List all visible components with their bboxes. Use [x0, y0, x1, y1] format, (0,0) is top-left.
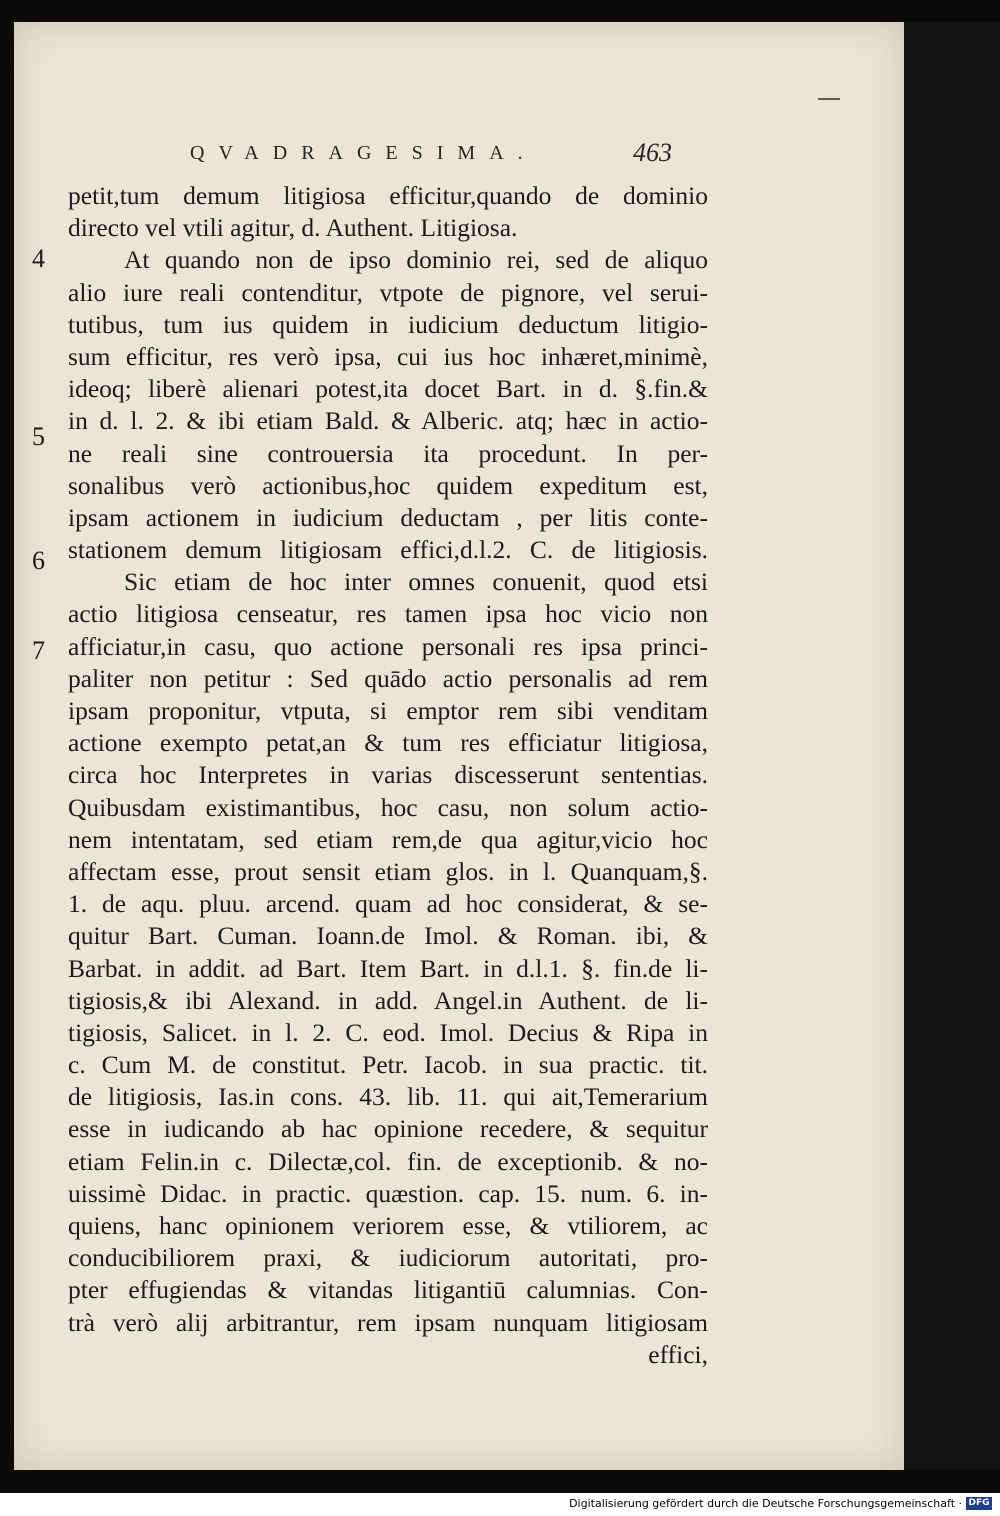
margin-number: 7	[32, 636, 45, 665]
text-line: pter effugiendas & vitandas litigantiū calumnias. Con-	[68, 1275, 708, 1305]
text-line: ipsam actionem in iudicium deductam , per litis conte-	[68, 502, 708, 532]
text-line: uissimè Didac. in practic. quæstion. cap. 15. num. 6. in-	[68, 1178, 708, 1208]
text-line: esse in iudicando ab hac opinione recedere, & sequitur	[68, 1114, 708, 1144]
body-text	[68, 180, 708, 1371]
page-number: 463	[633, 138, 672, 167]
text-line: At quando non de ipso dominio rei, sed de aliquo	[124, 245, 708, 275]
margin-number: 6	[32, 546, 45, 575]
text-line: ipsam proponitur, vtputa, si emptor rem sibi venditam	[68, 696, 708, 725]
text-line: petit,tum demum litigiosa efficitur,quando de dominio	[68, 181, 708, 210]
running-head-title: QVADRAGESIMA.	[190, 142, 537, 164]
text-line: affectam esse, prout sensit etiam glos. in l. Quanquam,§.	[68, 856, 708, 886]
text-line: 1. de aqu. pluu. arcend. quam ad hoc considerat, & se-	[68, 889, 708, 919]
text-line: tigiosis,& ibi Alexand. in add. Angel.in Authent. de li-	[68, 985, 708, 1015]
dfg-logo: DFG	[966, 1497, 992, 1510]
footer-bar	[0, 1493, 1000, 1516]
text-line: actione exempto petat,an & tum res efficiatur litigiosa,	[68, 728, 708, 758]
text-line: de litigiosis, Ias.in cons. 43. lib. 11. qui ait,Temerarium	[68, 1082, 708, 1112]
text-line: alio iure reali contenditur, vtpote de pignore, vel serui-	[68, 277, 708, 307]
text-line: in d. l. 2. & ibi etiam Bald. & Alberic. atq; hæc in actio-	[68, 406, 708, 436]
text-line: stationem demum litigiosam effici,d.l.2. C. de litigiosis.	[68, 535, 708, 565]
page-edge	[904, 22, 1000, 1470]
text-line: tigiosis, Salicet. in l. 2. C. eod. Imol. Decius & Ripa in	[68, 1017, 708, 1047]
text-line: actio litigiosa censeatur, res tamen ipsa hoc vicio non	[68, 599, 708, 629]
text-line: ideoq; liberè alienari potest,ita docet Bart. in d. §.fin.&	[68, 374, 708, 404]
text-line: Quibusdam existimantibus, hoc casu, non solum actio-	[68, 792, 708, 822]
text-line: trà verò alij arbitrantur, rem ipsam nunquam litigiosam	[68, 1307, 708, 1337]
text-line: quitur Bart. Cuman. Ioann.de Imol. & Roman. ibi, &	[68, 921, 708, 951]
text-line: conducibiliorem praxi, & iudiciorum autoritati, pro-	[68, 1243, 708, 1273]
text-line: sonalibus verò actionibus,hoc quidem expeditum est,	[68, 470, 708, 500]
text-line: tutibus, tum ius quidem in iudicium deductum litigio-	[68, 309, 708, 339]
text-line: ne reali sine controuersia ita procedunt. In per-	[68, 438, 708, 468]
margin-number: 5	[32, 422, 45, 451]
text-line: etiam Felin.in c. Dilectæ,col. fin. de exceptionib. & no-	[68, 1146, 708, 1176]
text-line: Sic etiam de hoc inter omnes conuenit, quod etsi	[124, 567, 708, 597]
text-line: sum efficitur, res verò ipsa, cui ius hoc inhæret,minimè,	[68, 341, 708, 371]
text-line: directo vel vtili agitur, d. Authent. Litigiosa.	[68, 213, 518, 243]
text-line: circa hoc Interpretes in varias discesserunt sententias.	[68, 760, 708, 790]
text-line: c. Cum M. de constitut. Petr. Iacob. in sua practic. tit.	[68, 1050, 708, 1080]
text-line: paliter non petitur : Sed quādo actio personalis ad rem	[68, 663, 708, 693]
page-mark	[818, 98, 840, 100]
text-line: afficiatur,in casu, quo actione personali res ipsa princi-	[68, 631, 708, 661]
text-line: Barbat. in addit. ad Bart. Item Bart. in d.l.1. §. fin.de li-	[68, 953, 708, 983]
text-line: quiens, hanc opinionem veriorem esse, & vtiliorem, ac	[68, 1211, 708, 1240]
text-line: nem intentatam, sed etiam rem,de qua agitur,vicio hoc	[68, 824, 708, 854]
funding-credit: Digitalisierung gefördert durch die Deutsche Forschungsgemeinschaft ·	[569, 1497, 962, 1510]
margin-number: 4	[32, 244, 45, 273]
running-head	[190, 138, 690, 172]
catchword: effici,	[648, 1339, 708, 1369]
